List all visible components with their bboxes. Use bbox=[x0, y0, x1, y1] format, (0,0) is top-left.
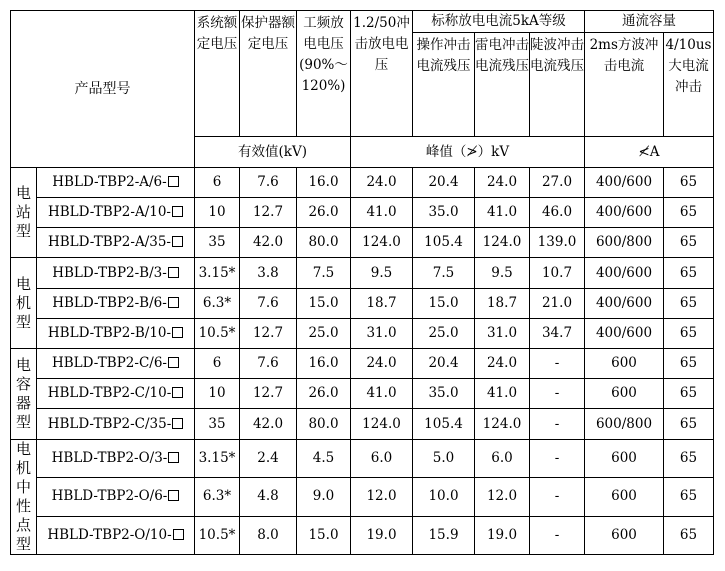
cell-protector-voltage: 42.0 bbox=[240, 409, 297, 440]
cell-lightning: 124.0 bbox=[475, 409, 530, 440]
category-char: 型 bbox=[15, 312, 31, 331]
cell-protector-voltage: 2.4 bbox=[240, 440, 297, 478]
cell-square-wave: 400/600 bbox=[585, 258, 664, 289]
empty-square-icon bbox=[168, 357, 179, 368]
model-label: HBLD-TBP2-A/6- bbox=[52, 174, 167, 190]
cell-square-wave: 600 bbox=[585, 478, 664, 516]
model-label: HBLD-TBP2-O/6- bbox=[51, 488, 168, 505]
cell-impulse: 9.5 bbox=[351, 258, 413, 289]
cell-square-wave: 400/600 bbox=[585, 168, 664, 198]
cell-steep: 46.0 bbox=[530, 198, 585, 228]
cell-protector-voltage: 7.6 bbox=[240, 349, 297, 379]
cell-operating: 105.4 bbox=[413, 228, 475, 258]
cell-square-wave: 600 bbox=[585, 440, 664, 478]
empty-square-icon bbox=[172, 327, 183, 338]
category-char: 站 bbox=[15, 203, 31, 221]
cell-impulse-4-10: 65 bbox=[664, 258, 714, 289]
empty-square-icon bbox=[172, 418, 183, 429]
header-impulse: 1.2/50冲击放电电压 bbox=[351, 11, 413, 137]
header-square-wave: 2ms方波冲击电流 bbox=[585, 33, 664, 137]
unit-rms: 有效值(kV) bbox=[195, 137, 351, 168]
cell-power-freq: 15.0 bbox=[297, 289, 351, 319]
cell-protector-voltage: 12.7 bbox=[240, 319, 297, 349]
cell-model bbox=[37, 228, 195, 258]
category-char: 容 bbox=[15, 375, 31, 393]
cell-model bbox=[37, 258, 195, 289]
cell-steep: - bbox=[530, 349, 585, 379]
cell-operating: 25.0 bbox=[413, 319, 475, 349]
cell-impulse-4-10: 65 bbox=[664, 168, 714, 198]
cell-impulse: 24.0 bbox=[351, 349, 413, 379]
cell-model bbox=[37, 516, 195, 554]
category-char: 器 bbox=[15, 394, 31, 412]
model-label: HBLD-TBP2-A/10- bbox=[47, 204, 171, 220]
cell-operating: 35.0 bbox=[413, 198, 475, 228]
category-label bbox=[11, 440, 37, 555]
empty-square-icon bbox=[168, 297, 179, 308]
category-char: 中 bbox=[15, 478, 31, 496]
cell-power-freq: 26.0 bbox=[297, 379, 351, 409]
cell-model bbox=[37, 198, 195, 228]
cell-lightning: 24.0 bbox=[475, 349, 530, 379]
spec-table bbox=[10, 10, 714, 555]
empty-square-icon bbox=[168, 176, 179, 187]
cell-system-voltage: 10 bbox=[195, 379, 240, 409]
category-char: 机 bbox=[15, 459, 31, 477]
cell-square-wave: 600 bbox=[585, 349, 664, 379]
cell-protector-voltage: 7.6 bbox=[240, 289, 297, 319]
cell-power-freq: 25.0 bbox=[297, 319, 351, 349]
category-char: 型 bbox=[15, 222, 31, 240]
cell-power-freq: 16.0 bbox=[297, 349, 351, 379]
cell-power-freq: 80.0 bbox=[297, 228, 351, 258]
cell-model bbox=[37, 478, 195, 516]
cell-impulse: 24.0 bbox=[351, 168, 413, 198]
category-char: 性 bbox=[15, 497, 31, 515]
cell-impulse-4-10: 65 bbox=[664, 198, 714, 228]
table-row bbox=[11, 258, 714, 289]
table-row bbox=[11, 198, 714, 228]
cell-lightning: 12.0 bbox=[475, 478, 530, 516]
cell-power-freq: 80.0 bbox=[297, 409, 351, 440]
category-char: 电 bbox=[15, 440, 31, 458]
cell-steep: - bbox=[530, 478, 585, 516]
table-row bbox=[11, 168, 714, 198]
empty-square-icon bbox=[168, 452, 179, 463]
cell-system-voltage: 35 bbox=[195, 409, 240, 440]
header-flow-capacity: 通流容量 bbox=[585, 11, 714, 33]
cell-system-voltage: 6.3* bbox=[195, 478, 240, 516]
cell-square-wave: 600 bbox=[585, 379, 664, 409]
cell-operating: 20.4 bbox=[413, 349, 475, 379]
cell-steep: 10.7 bbox=[530, 258, 585, 289]
category-char: 电 bbox=[15, 274, 31, 293]
cell-impulse: 124.0 bbox=[351, 228, 413, 258]
table-row bbox=[11, 228, 714, 258]
cell-operating: 105.4 bbox=[413, 409, 475, 440]
empty-square-icon bbox=[172, 387, 183, 398]
model-label: HBLD-TBP2-B/10- bbox=[47, 325, 172, 341]
cell-model bbox=[37, 379, 195, 409]
cell-protector-voltage: 4.8 bbox=[240, 478, 297, 516]
table-row bbox=[11, 379, 714, 409]
cell-protector-voltage: 12.7 bbox=[240, 379, 297, 409]
category-char: 电 bbox=[15, 356, 31, 374]
category-char: 点 bbox=[15, 516, 31, 534]
category-label bbox=[11, 349, 37, 440]
header-residual-group: 标称放电电流5kA等级 bbox=[413, 11, 585, 33]
cell-square-wave: 400/600 bbox=[585, 289, 664, 319]
cell-lightning: 124.0 bbox=[475, 228, 530, 258]
cell-impulse-4-10: 65 bbox=[664, 440, 714, 478]
model-label: HBLD-TBP2-C/6- bbox=[51, 355, 167, 371]
cell-operating: 15.9 bbox=[413, 516, 475, 554]
empty-square-icon bbox=[172, 206, 183, 217]
cell-impulse-4-10: 65 bbox=[664, 478, 714, 516]
table-header bbox=[11, 11, 714, 168]
category-char: 型 bbox=[15, 413, 31, 431]
header-protector-voltage: 保护器额定电压 bbox=[240, 11, 297, 137]
category-char: 型 bbox=[15, 535, 31, 553]
cell-operating: 5.0 bbox=[413, 440, 475, 478]
cell-impulse: 41.0 bbox=[351, 198, 413, 228]
cell-square-wave: 600/800 bbox=[585, 228, 664, 258]
cell-power-freq: 9.0 bbox=[297, 478, 351, 516]
cell-operating: 35.0 bbox=[413, 379, 475, 409]
table-row bbox=[11, 440, 714, 478]
cell-system-voltage: 6 bbox=[195, 168, 240, 198]
cell-impulse-4-10: 65 bbox=[664, 379, 714, 409]
cell-impulse-4-10: 65 bbox=[664, 516, 714, 554]
cell-model bbox=[37, 319, 195, 349]
cell-model bbox=[37, 289, 195, 319]
category-char: 机 bbox=[15, 293, 31, 312]
cell-lightning: 31.0 bbox=[475, 319, 530, 349]
cell-impulse-4-10: 65 bbox=[664, 349, 714, 379]
category-label bbox=[11, 168, 37, 258]
cell-power-freq: 7.5 bbox=[297, 258, 351, 289]
header-system-voltage: 系统额定电压 bbox=[195, 11, 240, 137]
unit-peak: 峰值（≯）kV bbox=[351, 137, 585, 168]
table-row bbox=[11, 349, 714, 379]
table-row bbox=[11, 289, 714, 319]
cell-lightning: 24.0 bbox=[475, 168, 530, 198]
model-label: HBLD-TBP2-A/35- bbox=[47, 234, 171, 250]
cell-power-freq: 26.0 bbox=[297, 198, 351, 228]
model-label: HBLD-TBP2-B/3- bbox=[52, 264, 167, 281]
cell-operating: 10.0 bbox=[413, 478, 475, 516]
cell-lightning: 9.5 bbox=[475, 258, 530, 289]
cell-system-voltage: 10.5* bbox=[195, 319, 240, 349]
empty-square-icon bbox=[168, 267, 179, 278]
cell-lightning: 18.7 bbox=[475, 289, 530, 319]
cell-lightning: 6.0 bbox=[475, 440, 530, 478]
model-label: HBLD-TBP2-C/35- bbox=[47, 415, 172, 432]
cell-steep: - bbox=[530, 440, 585, 478]
cell-steep: 27.0 bbox=[530, 168, 585, 198]
table-row bbox=[11, 319, 714, 349]
header-operating: 操作冲击电流残压 bbox=[413, 33, 475, 137]
cell-system-voltage: 10 bbox=[195, 198, 240, 228]
cell-power-freq: 15.0 bbox=[297, 516, 351, 554]
cell-impulse: 18.7 bbox=[351, 289, 413, 319]
empty-square-icon bbox=[168, 490, 179, 501]
cell-model bbox=[37, 409, 195, 440]
header-power-freq: 工频放电电压(90%～120%) bbox=[297, 11, 351, 137]
empty-square-icon bbox=[172, 236, 183, 247]
table-row bbox=[11, 516, 714, 554]
model-label: HBLD-TBP2-C/10- bbox=[47, 385, 172, 401]
cell-square-wave: 400/600 bbox=[585, 198, 664, 228]
table-row bbox=[11, 478, 714, 516]
header-steep: 陡波冲击电流残压 bbox=[530, 33, 585, 137]
category-char: 电 bbox=[15, 184, 31, 202]
table-body bbox=[11, 168, 714, 555]
header-impulse-4-10: 4/10us大电流冲击 bbox=[664, 33, 714, 137]
cell-impulse-4-10: 65 bbox=[664, 319, 714, 349]
cell-system-voltage: 35 bbox=[195, 228, 240, 258]
cell-impulse: 6.0 bbox=[351, 440, 413, 478]
cell-lightning: 19.0 bbox=[475, 516, 530, 554]
table-row bbox=[11, 409, 714, 440]
cell-impulse: 41.0 bbox=[351, 379, 413, 409]
cell-steep: 139.0 bbox=[530, 228, 585, 258]
cell-impulse: 19.0 bbox=[351, 516, 413, 554]
cell-operating: 7.5 bbox=[413, 258, 475, 289]
model-label: HBLD-TBP2-B/6- bbox=[52, 295, 167, 311]
cell-impulse-4-10: 65 bbox=[664, 289, 714, 319]
cell-lightning: 41.0 bbox=[475, 198, 530, 228]
cell-steep: - bbox=[530, 516, 585, 554]
cell-lightning: 41.0 bbox=[475, 379, 530, 409]
cell-system-voltage: 3.15* bbox=[195, 440, 240, 478]
cell-system-voltage: 6 bbox=[195, 349, 240, 379]
cell-protector-voltage: 12.7 bbox=[240, 198, 297, 228]
empty-square-icon bbox=[173, 529, 184, 540]
header-lightning: 雷电冲击电流残压 bbox=[475, 33, 530, 137]
model-label: HBLD-TBP2-O/10- bbox=[47, 526, 172, 543]
cell-square-wave: 400/600 bbox=[585, 319, 664, 349]
model-label: HBLD-TBP2-O/3- bbox=[51, 450, 168, 467]
header-model: 产品型号 bbox=[11, 11, 195, 168]
cell-protector-voltage: 8.0 bbox=[240, 516, 297, 554]
cell-impulse-4-10: 65 bbox=[664, 228, 714, 258]
cell-impulse-4-10: 65 bbox=[664, 409, 714, 440]
cell-protector-voltage: 42.0 bbox=[240, 228, 297, 258]
cell-square-wave: 600/800 bbox=[585, 409, 664, 440]
cell-impulse: 124.0 bbox=[351, 409, 413, 440]
cell-protector-voltage: 3.8 bbox=[240, 258, 297, 289]
cell-impulse: 12.0 bbox=[351, 478, 413, 516]
cell-impulse: 31.0 bbox=[351, 319, 413, 349]
cell-system-voltage: 10.5* bbox=[195, 516, 240, 554]
cell-steep: 34.7 bbox=[530, 319, 585, 349]
unit-ka: ≮A bbox=[585, 137, 714, 168]
cell-power-freq: 16.0 bbox=[297, 168, 351, 198]
cell-square-wave: 600 bbox=[585, 516, 664, 554]
cell-steep: 21.0 bbox=[530, 289, 585, 319]
cell-operating: 20.4 bbox=[413, 168, 475, 198]
cell-model bbox=[37, 349, 195, 379]
category-label bbox=[11, 258, 37, 349]
cell-model bbox=[37, 440, 195, 478]
cell-model bbox=[37, 168, 195, 198]
cell-system-voltage: 3.15* bbox=[195, 258, 240, 289]
cell-steep: - bbox=[530, 409, 585, 440]
cell-system-voltage: 6.3* bbox=[195, 289, 240, 319]
cell-power-freq: 4.5 bbox=[297, 440, 351, 478]
cell-operating: 15.0 bbox=[413, 289, 475, 319]
cell-protector-voltage: 7.6 bbox=[240, 168, 297, 198]
cell-steep: - bbox=[530, 379, 585, 409]
